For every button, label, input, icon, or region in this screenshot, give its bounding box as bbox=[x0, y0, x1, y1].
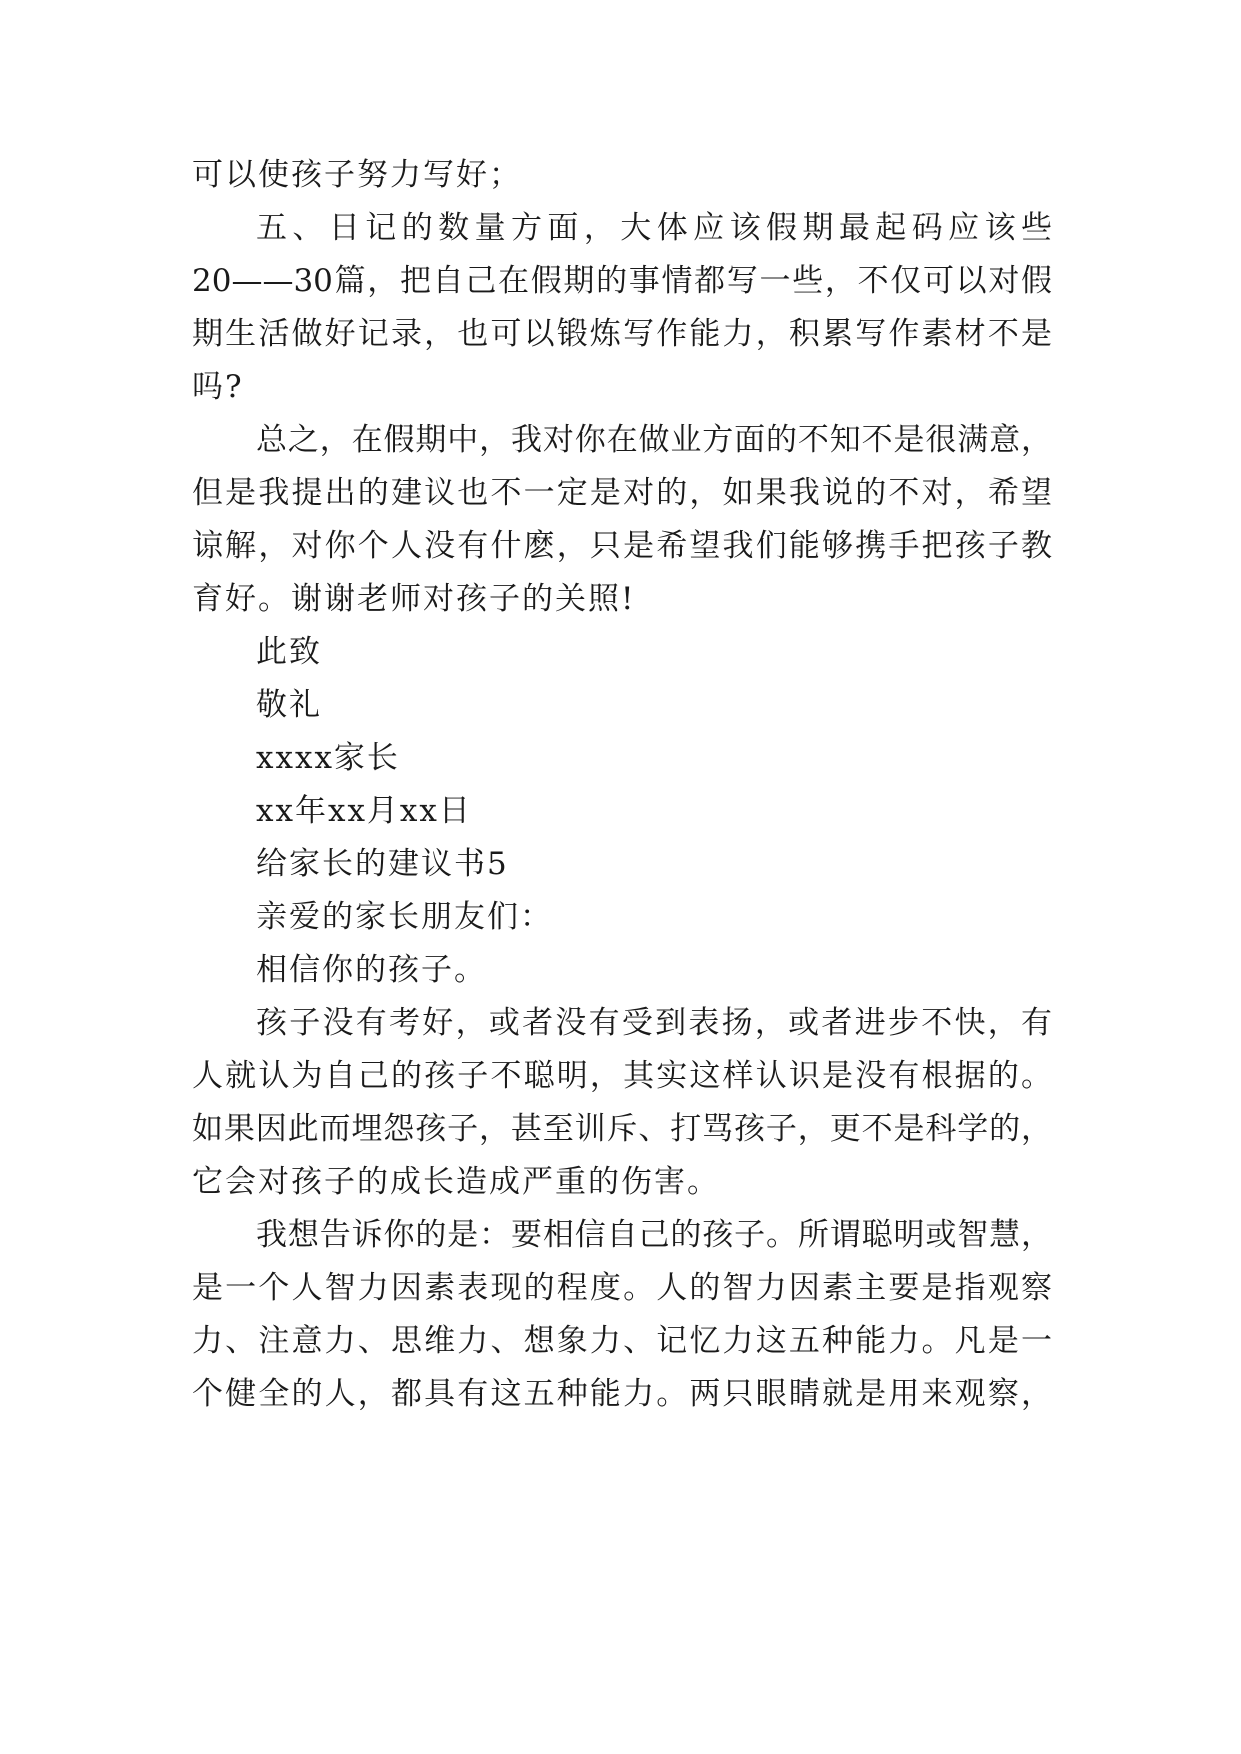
text-line: 如果因此而埋怨孩子，甚至训斥、打骂孩子，更不是科学的， bbox=[192, 1111, 1052, 1147]
text-line: 谅解，对你个人没有什麽，只是希望我们能够携手把孩子教 bbox=[192, 528, 1052, 564]
text-line: 但是我提出的建议也不一定是对的，如果我说的不对，希望 bbox=[192, 475, 1052, 511]
text-line: 可以使孩子努力写好； bbox=[192, 157, 522, 193]
text-line: 人就认为自己的孩子不聪明，其实这样认识是没有根据的。 bbox=[192, 1058, 1052, 1094]
section-title: 给家长的建议书5 bbox=[256, 846, 509, 882]
closing-line: 敬礼 bbox=[256, 687, 322, 723]
text-line: 个健全的人，都具有这五种能力。两只眼睛就是用来观察， bbox=[192, 1376, 1052, 1412]
text-line: 期生活做好记录，也可以锻炼写作能力，积累写作素材不是 bbox=[192, 316, 1052, 352]
text-line: 吗? bbox=[192, 369, 244, 405]
text-line: 它会对孩子的成长造成严重的伤害。 bbox=[192, 1164, 720, 1200]
text-line: 孩子没有考好，或者没有受到表扬，或者进步不快，有 bbox=[256, 1005, 1052, 1041]
signature-line: xxxx家长 bbox=[256, 740, 400, 776]
text-line: 20——30篇，把自己在假期的事情都写一些，不仅可以对假 bbox=[192, 263, 1052, 299]
text-line: 力、注意力、思维力、想象力、记忆力这五种能力。凡是一 bbox=[192, 1323, 1052, 1359]
text-line: 五、日记的数量方面，大体应该假期最起码应该些 bbox=[256, 210, 1052, 246]
text-line: 总之，在假期中，我对你在做业方面的不知不是很满意， bbox=[256, 422, 1052, 458]
text-line: 是一个人智力因素表现的程度。人的智力因素主要是指观察 bbox=[192, 1270, 1052, 1306]
text-line: 我想告诉你的是：要相信自己的孩子。所谓聪明或智慧， bbox=[256, 1217, 1052, 1253]
salutation: 亲爱的家长朋友们： bbox=[256, 899, 553, 935]
date-line: xx年xx月xx日 bbox=[256, 793, 472, 829]
text-line: 相信你的孩子。 bbox=[256, 952, 487, 988]
closing-line: 此致 bbox=[256, 634, 322, 670]
text-line: 育好。谢谢老师对孩子的关照! bbox=[192, 581, 636, 617]
